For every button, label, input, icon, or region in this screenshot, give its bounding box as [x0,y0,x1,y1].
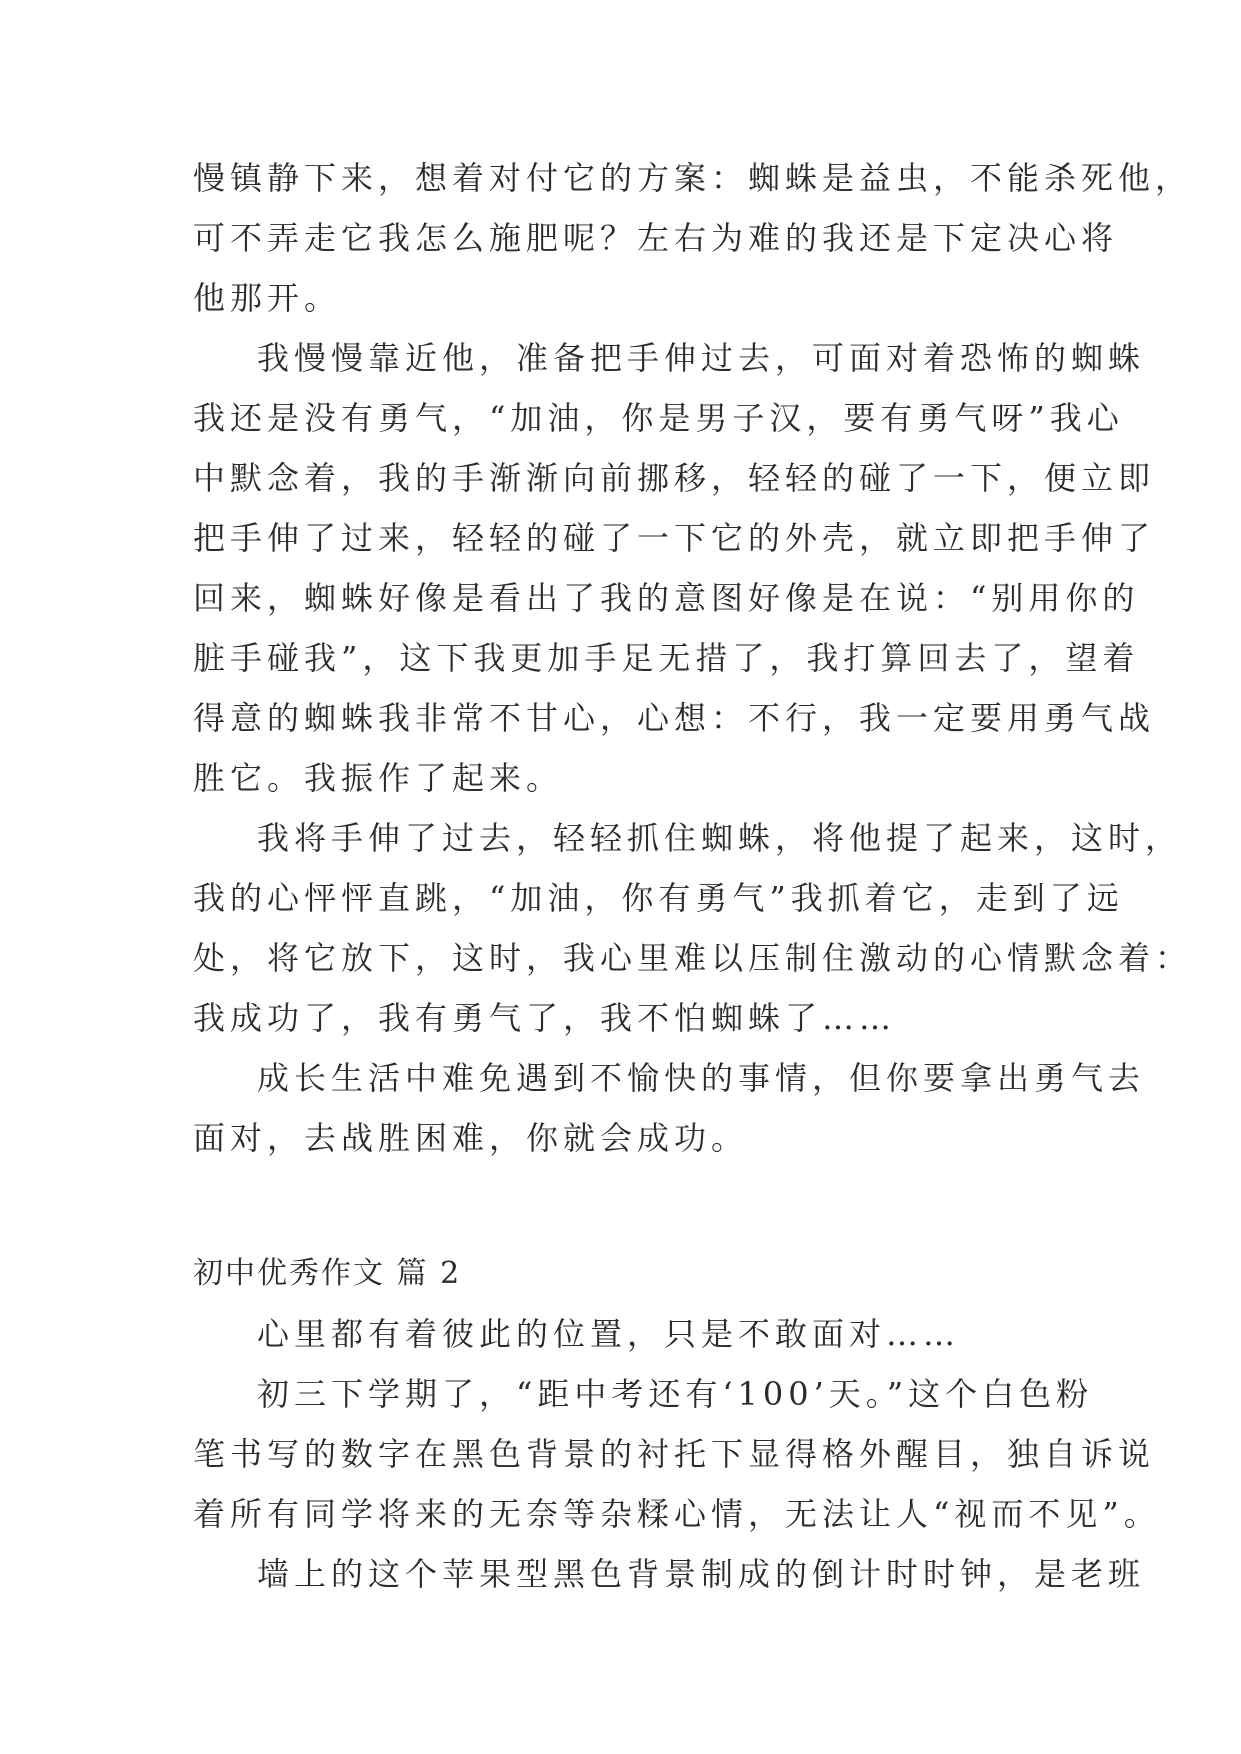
section-spacer [193,1168,1093,1244]
paragraph [193,1364,1161,1544]
paragraph [193,1048,1146,1168]
text-line: 把手伸了过来，轻轻的碰了一下它的外壳，就立即把手伸了 [193,519,1156,557]
text-line: 回来，蜘蛛好像是看出了我的意图好像是在说：“别用你的 [193,579,1140,617]
text-line: 我将手伸了过去，轻轻抓住蜘蛛，将他提了起来，这时， [257,819,1183,857]
text-line: 成长生活中难免遇到不愉快的事情，但你要拿出勇气去 [257,1059,1146,1097]
essay-section-2 [193,1244,1161,1604]
paragraph [193,328,1156,808]
text-line: 初三下学期了，“距中考还有‘100’天。”这个白色粉 [257,1375,1094,1413]
text-line: 着所有同学将来的无奈等杂糅心情，无法让人“视而不见”。 [193,1495,1161,1533]
text-line: 墙上的这个苹果型黑色背景制成的倒计时时钟，是老班 [257,1555,1146,1593]
text-line: 慢镇静下来，想着对付它的方案：蜘蛛是益虫，不能杀死他， [193,159,1193,197]
text-line: 心里都有着彼此的位置，只是不敢面对…… [257,1315,961,1353]
text-line: 脏手碰我”，这下我更加手足无措了，我打算回去了，望着 [193,639,1140,677]
text-line: 我成功了，我有勇气了，我不怕蜘蛛了…… [193,999,897,1037]
section-title: 初中优秀作文 篇 2 [193,1256,462,1291]
document-page [193,148,1193,1604]
text-line: 笔书写的数字在黑色背景的衬托下显得格外醒目，独自诉说 [193,1435,1156,1473]
text-line: 处，将它放下，这时，我心里难以压制住激动的心情默念着： [193,939,1193,977]
text-line: 面对，去战胜困难，你就会成功。 [193,1119,749,1157]
text-line: 我慢慢靠近他，准备把手伸过去，可面对着恐怖的蜘蛛 [257,339,1146,377]
text-line: 我还是没有勇气，“加油，你是男子汉，要有勇气呀”我心 [193,399,1124,437]
text-line: 他那开。 [193,279,342,317]
essay-section-1 [193,148,1193,1168]
text-line: 胜它。我振作了起来。 [193,759,564,797]
paragraph [193,808,1193,1048]
text-line: 得意的蜘蛛我非常不甘心，心想：不行，我一定要用勇气战 [193,699,1156,737]
paragraph [193,1544,1146,1604]
text-line: 我的心怦怦直跳，“加油，你有勇气”我抓着它，走到了远 [193,879,1124,917]
text-line: 可不弄走它我怎么施肥呢？左右为难的我还是下定决心将 [193,219,1119,257]
paragraph [193,148,1193,328]
paragraph [193,1304,1093,1364]
text-line: 中默念着，我的手渐渐向前挪移，轻轻的碰了一下，便立即 [193,459,1156,497]
